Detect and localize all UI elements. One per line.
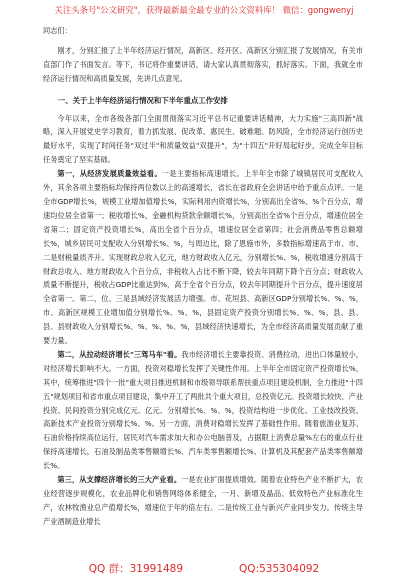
overview-paragraph: 今年以来，全市各级各部门全面贯彻落实习近平总书记重要讲话精神，大力实施"三高四新"战略，深入开展党史学习教育，着力抓发展、促改革、惠民生、破难题、防风险，全市经济运行创历史最好水平，实现了时间任务"双过半"和质量效益"双提升"，为"十四五"开好局起好步，完成全年目标任务奠定了坚实基础。 [43,113,363,165]
point-two-lead: 第二，从拉动经济增长"三驾马车"看。 [57,349,182,359]
point-three-paragraph [43,473,363,529]
point-two-paragraph [43,348,363,473]
qq-contact-label: QQ:535304092 [239,563,320,575]
greeting: 同志们： [43,26,72,35]
header-banner: 关注头条号"公文研究"，获得最新最全最专业的公文资料库！ 微信：gongwenyj [54,5,354,15]
footer-contact [0,559,408,579]
point-one-body: 一是主要指标高速增长。上半年全市除了城镇居民可支配收入外，其余各项主要指标均保持两位数以上的高速增长，省长在省政府全会讲话中给予重点点评。一是全市GDP增长%，规模工业增加值增长%，实际利用内资增长%，分别高出全省%、%个百分点，增速均位居全省第一；税收增长%，金融机构贷款余额增长%，分别高出全省%个百分点，增速位居全省第二；固定资产投资增长%，高出全省个百分点，增速位居全省第四；社会消费品零售总额增长%，城乡居民可支配收入分别增长%、%，与周边比，除了恩施市外，多数指标增速高于市、市、二是财税量质齐升。实现财政总收入亿元，地方财政收入亿元，分别增长%、%，税收增速分别高于财政总收入、地方财政收入个百分点，非税收入占比不断下降，较去年同期下降个百分点；财政收入质量不断提升，税收占GDP比重达到%，高于全省个百分点，较去年同期提升个百分点，提升速度居全省第一。第二，位、三是县域经济发展活力增强。市、花垣县、高新区GDP分别增长%、%、%，市、高新区规模工业增加值分别增长%、%、%，县固定资产投资分别增长%、%、%、县、县、县、县财政收入分别增长%、%、%、%、%，县域经济快速增长，为全市经济高质量发展贡献了重要力量。 [43,169,363,346]
document-body [43,24,363,529]
qq-group-label: QQ 群：31991489 [88,563,184,575]
section-heading: 一、关于上半年经济运行情况和下半年重点工作安排 [57,95,228,105]
point-three-body: 一是农业扩面提质增效。随着农业特色产业不断扩大，农业经营逐步规模化，农业品牌化和销售网络体系健全，一月、新增及晶品、低效特色产业标准化生产，农林牧渔业总产值增长%，增速位于年的倍左右。二是传统工业与新兴产业同步发力。传统主导产业酒制造业增长 [43,475,363,526]
point-three-lead: 第三，从支撑经济增长的三大产业看。 [57,475,182,485]
point-two-body: 我市经济增长主要靠投资、消费拉动，进出口体量较小，对经济增长影响不大。一方面，投资对稳增长发挥了关键性作用。上半年全市固定资产投资增长%，其中，统筹推进"四个一批"重大项目推进机制和市级领导联系帮扶重点项目建设机制，全力推进"十四五"规划项目和省市重点项目建设，集中开工了两批共个重大项目，总投资亿元。投资增长较快、产业投资、民间投资分别完成亿元、亿元、分别增长%、%、%，投资结构进一步优化。工业技改投资、高新技术产业投资分别增长%、%。另一方面，消费对稳增长发挥了基础性作用。随着旅游业复苏、石油价格持续高位运行，居民对汽车需求加大和办公电脑普及，占据限上消费总量%左右的重点行业保持高速增长，石油及制品类零售额增长%、汽车类零售额增长%、计算机及其配套产品类零售额增长%。 [43,349,363,471]
intro-paragraph: 刚才，分别汇报了上半年经济运行情况，高新区、经开区、高新区分别汇报了发展情况，有关市直部门作了书面发言。等下，书记将作重要讲话，请大家认真贯彻落实，抓好落实。下面，我就全市经济运行情况和高质量发展，先讲几点意见。 [43,45,363,83]
point-one-lead: 第一，从经济发展质量效益看。 [57,169,162,179]
point-one-paragraph [43,167,363,348]
